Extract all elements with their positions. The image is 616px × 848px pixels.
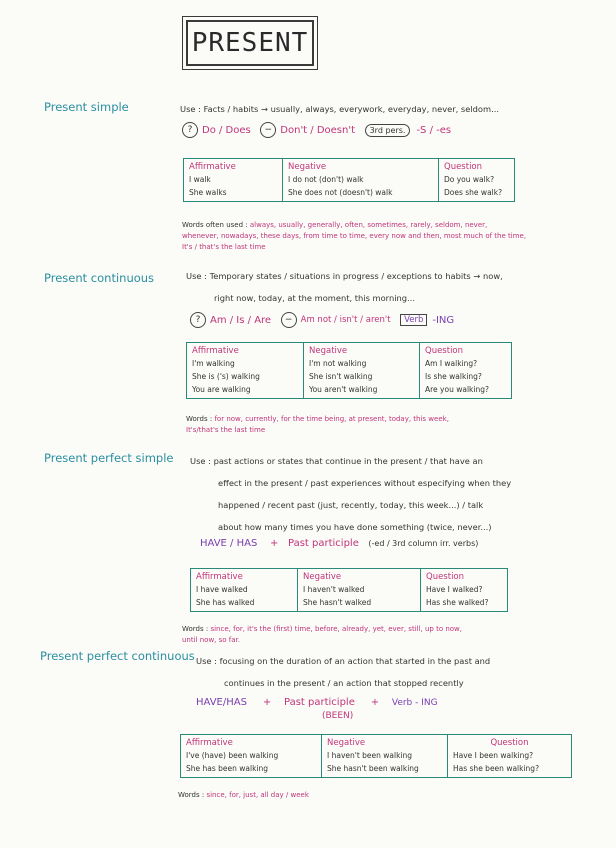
use-label: Use :: [180, 104, 201, 114]
header-negative: Negative: [327, 738, 366, 748]
formula-ending: -S / -es: [416, 124, 452, 136]
header-negative: Negative: [303, 572, 342, 582]
plus-sign: +: [370, 697, 380, 708]
col-question: [448, 735, 572, 778]
use-line: Facts / habits → usually, always, everywork, everyday, never, seldom...: [203, 104, 499, 114]
header-question: Question: [490, 738, 529, 748]
question-circle-icon: ?: [182, 122, 198, 138]
cell: Am I walking?: [425, 359, 478, 368]
col-negative: [283, 159, 439, 202]
cell: She does not (doesn't) walk: [288, 188, 393, 197]
header-question: Question: [444, 162, 483, 172]
words-label: Words often used :: [182, 221, 248, 229]
cell: I have walked: [196, 585, 248, 594]
cell: Have I walked?: [426, 585, 483, 594]
header-negative: Negative: [309, 346, 348, 356]
cell: I haven't walked: [303, 585, 365, 594]
use-line: continues in the present / an action that stopped recently: [224, 678, 464, 688]
cell: She walks: [189, 188, 227, 197]
formula-present-simple: [182, 122, 451, 138]
minus-circle-icon: −: [281, 312, 297, 328]
header-question: Question: [425, 346, 464, 356]
use-present-perfect-simple: [190, 450, 600, 538]
cell: She hasn't walked: [303, 598, 372, 607]
table-present-perfect-simple: [190, 568, 508, 612]
formula-verb-ing: Verb - ING: [391, 697, 438, 708]
section-title-present-continuous: Present continuous: [44, 271, 155, 285]
question-circle-icon: ?: [190, 312, 206, 328]
words-present-continuous: [186, 414, 586, 436]
words-line: It's/that's the last time: [186, 426, 266, 434]
words-line: since, for, it's the (first) time, before, already, yet, ever, still, up to now,: [210, 625, 463, 633]
formula-aux: Do / Does: [202, 124, 251, 136]
col-affirmative: [181, 735, 322, 778]
words-line: whenever, nowadays, these days, from time to time, every now and then, most much of the time,: [182, 232, 527, 240]
formula-present-continuous: [190, 312, 454, 328]
formula-present-perfect-simple: [200, 538, 478, 549]
col-negative: [322, 735, 448, 778]
use-label: Use :: [186, 271, 207, 281]
use-label: Use :: [196, 656, 217, 666]
col-affirmative: [184, 159, 283, 202]
use-line: about how many times you have done something (twice, never...): [218, 522, 492, 532]
col-affirmative: [187, 343, 304, 399]
use-line: effect in the present / past experiences without especifying when they: [218, 478, 512, 488]
cell: I do not (don't) walk: [288, 175, 364, 184]
words-label: Words :: [182, 625, 209, 633]
cell: You are walking: [192, 385, 251, 394]
cell: Has she walked?: [426, 598, 489, 607]
words-line: always, usually, generally, often, sometimes, rarely, seldom, never,: [249, 221, 488, 229]
formula-present-perfect-continuous: [196, 697, 438, 708]
cell: I'm not walking: [309, 359, 367, 368]
formula-aux: Am / Is / Are: [210, 314, 272, 326]
plus-sign: +: [262, 697, 272, 708]
use-line: right now, today, at the moment, this morning...: [214, 293, 415, 303]
use-present-simple: [180, 98, 600, 120]
col-question: [439, 159, 515, 202]
words-line: until now, so far.: [182, 636, 240, 644]
table-present-continuous: [186, 342, 512, 399]
header-affirmative: Affirmative: [189, 162, 236, 172]
cell: Does she walk?: [444, 188, 503, 197]
col-question: [421, 569, 508, 612]
formula-been: (BEEN): [322, 711, 354, 721]
cell: I haven't been walking: [327, 751, 413, 760]
header-affirmative: Affirmative: [196, 572, 243, 582]
words-line: It's / that's the last time: [182, 243, 266, 251]
cell: Have I been walking?: [453, 751, 534, 760]
cell: You aren't walking: [309, 385, 378, 394]
formula-participle: Past participle: [283, 697, 355, 708]
words-line: since, for, just, all day / week: [206, 791, 309, 799]
cell: Are you walking?: [425, 385, 489, 394]
cell: I walk: [189, 175, 211, 184]
formula-negative: Don't / Doesn't: [280, 124, 356, 136]
header-negative: Negative: [288, 162, 327, 172]
verb-box: Verb: [400, 314, 427, 326]
cell: She has been walking: [186, 764, 269, 773]
cell: She hasn't been walking: [327, 764, 419, 773]
use-line: happened / recent past (just, recently, today, this week...) / talk: [218, 500, 484, 510]
section-title-present-perfect-simple: Present perfect simple: [44, 451, 174, 465]
minus-circle-icon: −: [260, 122, 276, 138]
cell: Do you walk?: [444, 175, 495, 184]
formula-participle: Past participle: [287, 538, 359, 549]
words-present-perfect-continuous: [178, 790, 578, 801]
words-label: Words :: [186, 415, 213, 423]
cell: Is she walking?: [425, 372, 482, 381]
formula-aux: HAVE / HAS: [200, 538, 258, 549]
formula-aux: HAVE/HAS: [196, 697, 247, 708]
use-line: focusing on the duration of an action that started in the past and: [219, 656, 491, 666]
col-negative: [304, 343, 420, 399]
cell: I'm walking: [192, 359, 235, 368]
header-affirmative: Affirmative: [186, 738, 233, 748]
col-affirmative: [191, 569, 298, 612]
col-question: [420, 343, 512, 399]
col-negative: [298, 569, 421, 612]
formula-note: (-ed / 3rd column irr. verbs): [368, 539, 479, 548]
words-line: for now, currently, for the time being, at present, today, this week,: [214, 415, 449, 423]
header-affirmative: Affirmative: [192, 346, 239, 356]
cell: She has walked: [196, 598, 255, 607]
header-question: Question: [426, 572, 465, 582]
formula-negative: Am not / isn't / aren't: [300, 315, 391, 325]
section-title-present-simple: Present simple: [44, 100, 129, 114]
words-present-simple: [182, 220, 592, 253]
cell: I've (have) been walking: [186, 751, 279, 760]
table-present-perfect-continuous: [180, 734, 572, 778]
plus-sign: +: [270, 538, 279, 549]
words-present-perfect-simple: [182, 624, 592, 646]
formula-ending: -ING: [432, 314, 455, 326]
table-present-simple: [183, 158, 515, 202]
page-title: PRESENT: [186, 20, 314, 66]
use-line: Temporary states / situations in progress / exceptions to habits → now,: [209, 271, 503, 281]
cell: Has she been walking?: [453, 764, 540, 773]
section-title-present-perfect-continuous: Present perfect continuous: [40, 649, 195, 663]
cell: She isn't walking: [309, 372, 373, 381]
use-line: past actions or states that continue in the present / that have an: [213, 456, 483, 466]
words-label: Words :: [178, 791, 205, 799]
use-present-perfect-continuous: [196, 650, 596, 694]
third-person-badge: 3rd pers.: [365, 124, 411, 137]
use-present-continuous: [186, 265, 596, 309]
cell: She is ('s) walking: [192, 372, 260, 381]
use-label: Use :: [190, 456, 211, 466]
